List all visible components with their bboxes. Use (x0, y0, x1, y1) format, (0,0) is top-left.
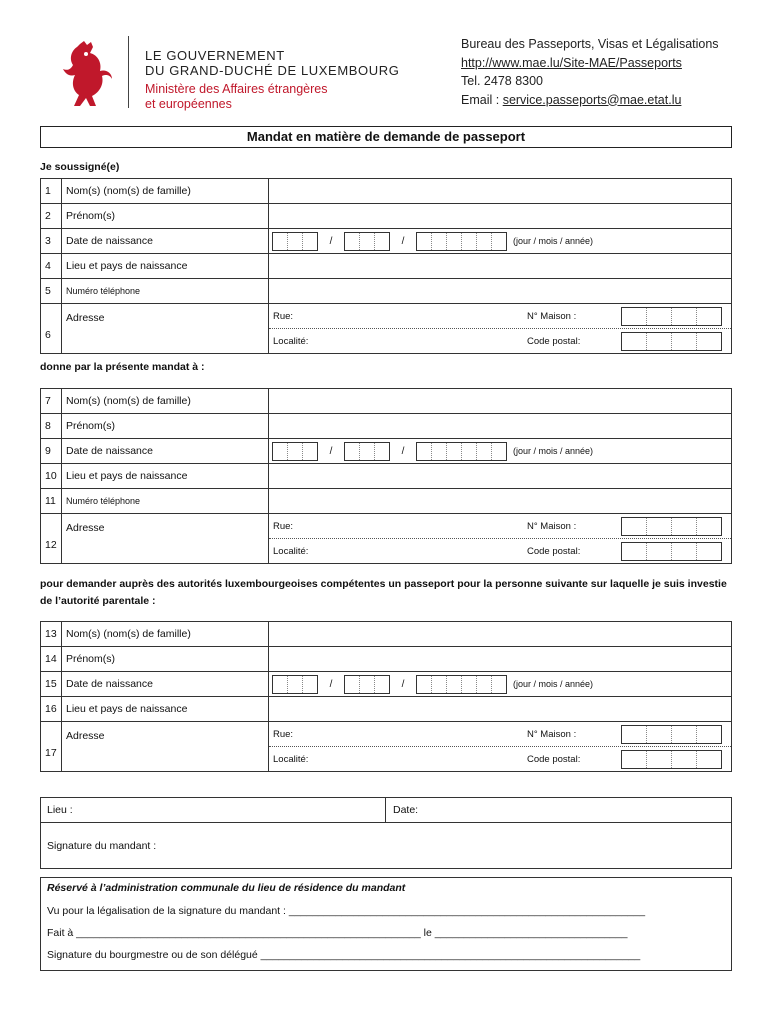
date-hint: (jour / mois / année) (513, 679, 594, 689)
gov-line1: LE GOUVERNEMENT (145, 48, 285, 63)
date-slash: / (329, 678, 333, 690)
table-row (41, 514, 732, 564)
date-slash: / (329, 235, 333, 247)
postal-code-boxes[interactable] (621, 542, 722, 561)
ministry-line1: Ministère des Affaires étrangères (145, 82, 328, 96)
table-row (41, 229, 732, 254)
locality-label: Localité: (273, 335, 309, 347)
row-label: Prénom(s) (62, 414, 269, 439)
row-number: 16 (41, 697, 62, 722)
mandataire-phone-field[interactable] (269, 489, 732, 514)
child-birthplace-field[interactable] (269, 697, 732, 722)
admin-legalisation-line[interactable]: Vu pour la légalisation de la signature du mandant : _____________________________________________________________ (47, 905, 646, 917)
street-label: Rue: (273, 520, 294, 532)
row-number: 15 (41, 672, 62, 697)
mandataire-address-field[interactable] (269, 514, 732, 564)
table-row (41, 304, 732, 354)
date-slash: / (401, 445, 405, 457)
house-number-label: N° Maison : (527, 310, 577, 322)
ministry-line2: et européennes (145, 97, 232, 111)
website-link[interactable]: http://www.mae.lu/Site-MAE/Passeports (461, 55, 682, 70)
row-label: Lieu et pays de naissance (62, 697, 269, 722)
table-row (41, 414, 732, 439)
street-label: Rue: (273, 310, 294, 322)
table-row (41, 179, 732, 204)
table-row (41, 279, 732, 304)
child-address-field[interactable] (269, 722, 732, 772)
house-number-boxes[interactable] (621, 307, 722, 326)
row-number: 9 (41, 439, 62, 464)
mandataire-birthdate-field[interactable] (269, 439, 732, 464)
section2-label: donne par la présente mandat à : (40, 361, 205, 373)
row-label: Date de naissance (62, 439, 269, 464)
row-number: 7 (41, 389, 62, 414)
section3-label: pour demander auprès des autorités luxembourgeoises compétentes un passeport pour la personne suivante sur laquelle je suis investie de l’autorité parentale : (40, 578, 727, 607)
month-boxes[interactable] (344, 675, 390, 694)
row-label: Lieu et pays de naissance (62, 464, 269, 489)
government-name (145, 48, 399, 78)
date-hint: (jour / mois / année) (513, 236, 594, 246)
table-row (41, 439, 732, 464)
row-label: Date de naissance (62, 229, 269, 254)
admin-fait-line[interactable]: Fait à ___________________________________________________________ le _________________________________ (47, 927, 628, 939)
row-label: Nom(s) (nom(s) de famille) (62, 389, 269, 414)
table-row (41, 722, 732, 772)
day-boxes[interactable] (272, 675, 318, 694)
mandataire-first-name-field[interactable] (269, 414, 732, 439)
row-number: 3 (41, 229, 62, 254)
mandant-birthplace-field[interactable] (269, 254, 732, 279)
house-number-boxes[interactable] (621, 517, 722, 536)
row-number: 12 (41, 514, 62, 564)
telephone: Tel. 2478 8300 (461, 74, 544, 88)
date-slash: / (401, 678, 405, 690)
row-number: 10 (41, 464, 62, 489)
email-label: Email : (461, 92, 503, 107)
email-link[interactable]: service.passeports@mae.etat.lu (502, 92, 682, 107)
postal-code-label: Code postal: (527, 545, 581, 557)
row-label: Prénom(s) (62, 204, 269, 229)
postal-code-boxes[interactable] (621, 750, 722, 769)
table-row (41, 464, 732, 489)
mandataire-birthplace-field[interactable] (269, 464, 732, 489)
admin-box (40, 877, 732, 971)
table-row (41, 672, 732, 697)
house-number-label: N° Maison : (527, 728, 577, 740)
row-label: Adresse (62, 514, 269, 564)
row-label: Prénom(s) (62, 647, 269, 672)
mandant-birthdate-field[interactable] (269, 229, 732, 254)
child-birthdate-field[interactable] (269, 672, 732, 697)
header-divider (128, 36, 129, 108)
row-number: 1 (41, 179, 62, 204)
row-number: 4 (41, 254, 62, 279)
year-boxes[interactable] (416, 232, 507, 251)
contact-block (461, 35, 719, 109)
table-row (41, 389, 732, 414)
day-boxes[interactable] (272, 232, 318, 251)
row-number: 8 (41, 414, 62, 439)
row-label: Date de naissance (62, 672, 269, 697)
mandant-phone-field[interactable] (269, 279, 732, 304)
row-number: 14 (41, 647, 62, 672)
mandant-address-field[interactable] (269, 304, 732, 354)
row-number: 6 (41, 304, 62, 354)
admin-bourgmestre-line[interactable]: Signature du bourgmestre ou de son délégué _________________________________________________________________ (47, 949, 641, 961)
row-label: Nom(s) (nom(s) de famille) (62, 622, 269, 647)
place-date-row (41, 798, 731, 823)
day-boxes[interactable] (272, 442, 318, 461)
child-table (40, 621, 732, 772)
house-number-label: N° Maison : (527, 520, 577, 532)
street-label: Rue: (273, 728, 294, 740)
mandataire-last-name-field[interactable] (269, 389, 732, 414)
mandant-first-name-field[interactable] (269, 204, 732, 229)
section1-label: Je soussigné(e) (40, 161, 120, 173)
row-number: 2 (41, 204, 62, 229)
table-row (41, 204, 732, 229)
gov-line2: DU GRAND-DUCHÉ DE LUXEMBOURG (145, 63, 400, 78)
date-slash: / (329, 445, 333, 457)
house-number-boxes[interactable] (621, 725, 722, 744)
locality-label: Localité: (273, 753, 309, 765)
locality-label: Localité: (273, 545, 309, 557)
row-number: 5 (41, 279, 62, 304)
signature-mandant-label: Signature du mandant : (47, 840, 157, 852)
row-number: 11 (41, 489, 62, 514)
table-row (41, 647, 732, 672)
year-boxes[interactable] (416, 675, 507, 694)
table-row (41, 697, 732, 722)
row-label: Numéro téléphone (62, 489, 269, 514)
date-label: Date: (393, 804, 419, 816)
month-boxes[interactable] (344, 232, 390, 251)
postal-code-label: Code postal: (527, 753, 581, 765)
email-line (461, 91, 719, 110)
date-hint: (jour / mois / année) (513, 446, 594, 456)
row-number: 17 (41, 722, 62, 772)
place-date-divider (385, 798, 386, 822)
admin-title: Réservé à l’administration communale du lieu de résidence du mandant (47, 882, 406, 894)
row-label: Adresse (62, 304, 269, 354)
form-title: Mandat en matière de demande de passeport (40, 126, 732, 148)
row-label: Numéro téléphone (62, 279, 269, 304)
office-name: Bureau des Passeports, Visas et Légalisations (461, 37, 719, 51)
date-slash: / (401, 235, 405, 247)
postal-code-label: Code postal: (527, 335, 581, 347)
place-label: Lieu : (47, 804, 73, 816)
year-boxes[interactable] (416, 442, 507, 461)
table-row (41, 622, 732, 647)
row-label: Lieu et pays de naissance (62, 254, 269, 279)
mandataire-table (40, 388, 732, 564)
mandant-last-name-field[interactable] (269, 179, 732, 204)
row-label: Adresse (62, 722, 269, 772)
child-last-name-field[interactable] (269, 622, 732, 647)
table-row (41, 254, 732, 279)
month-boxes[interactable] (344, 442, 390, 461)
postal-code-boxes[interactable] (621, 332, 722, 351)
mandant-table (40, 178, 732, 354)
luxembourg-lion-logo (58, 40, 114, 110)
signature-box (40, 797, 732, 869)
table-row (41, 489, 732, 514)
row-number: 13 (41, 622, 62, 647)
ministry-name (145, 82, 328, 112)
child-first-name-field[interactable] (269, 647, 732, 672)
row-label: Nom(s) (nom(s) de famille) (62, 179, 269, 204)
